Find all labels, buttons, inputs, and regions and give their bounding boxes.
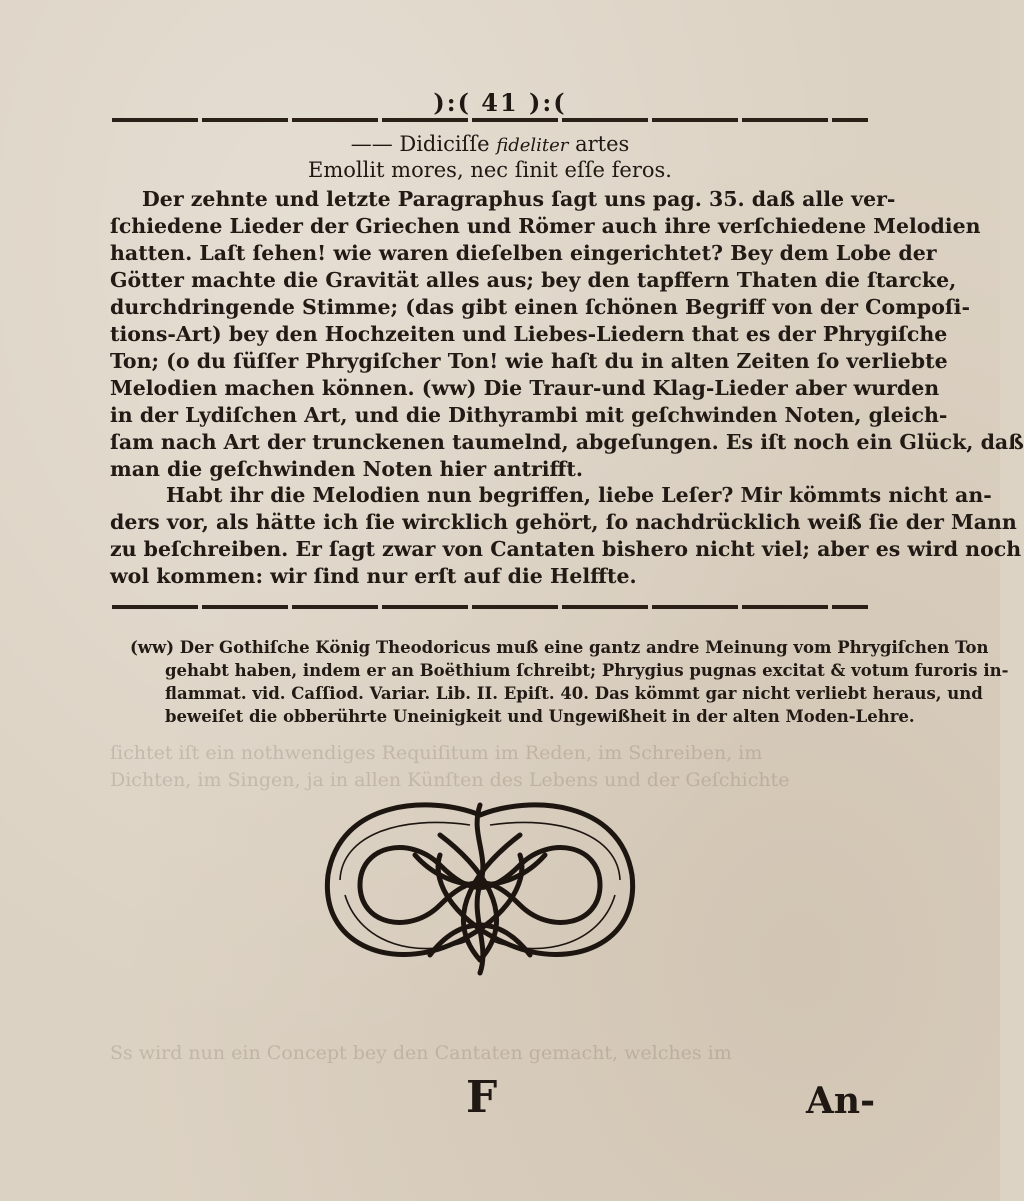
bleed-through-text: Dichten, im Singen, ja in allen Künſten des Lebens und der Geſchichte [110, 769, 790, 791]
catchword: An- [806, 1080, 876, 1122]
signature-mark: F [466, 1072, 498, 1123]
top-rule [112, 118, 868, 122]
page-header: ):( 41 ):( [433, 88, 567, 117]
footnote-rule [112, 605, 868, 609]
paragraph-1: Der zehnte und letzte Paragraphus ſagt uns pag. 35. daß alle ver- ſchiedene Lieder der Griechen und Römer auch ihre verſchiedene Melodien hatten. Laſt ſehen! wie waren dieſelben eingerichtet? Bey dem Lobe der Götter machte die Gravität alles aus; bey den tapffern Thaten die ſtarcke, durchdringende Stimme; (das gibt einen ſchönen Begriff von der Compoſi- tions-Art) bey den Hochzeiten und Liebes-Liedern that es der Phrygiſche Ton; (o du ſüſſer Phrygiſcher Ton! wie haſt du in alten Zeiten ſo verliebte Melodien machen können. (ww) Die Traur-und Klag-Lieder aber wurden in der Lydiſchen Art, und die Dithyrambi mit geſchwinden Noten, gleich- ſam nach Art der trunckenen taumelnd, abgeſungen. Es iſt noch ein Glück, daß man die geſchwinden Noten hier antrifft. [110, 187, 1024, 481]
motto-line-1: —— Didiciſſe fideliter artes [350, 132, 630, 156]
footnote: (ww) Der Gothiſche König Theodoricus muß eine gantz andre Meinung vom Phrygiſchen Ton gehabt haben, indem er an Boëthium ſchreibt; Phrygius pugnas excitat & votum furoris in- flammat. vid. Caſſiod. Variar. Lib. II. Epiſt. 40. Das kömmt gar nicht verliebt heraus, und beweiſet die obberührte Uneinigkeit und Ungewißheit in der alten Moden-Lehre. [130, 638, 1009, 726]
bleed-through-text: Ss wird nun ein Concept bey den Cantaten gemacht, welches im [110, 1042, 732, 1064]
knotwork-ornament-icon [320, 795, 640, 980]
bleed-through-text: ſichtet iſt ein nothwendiges Requiſitum im Reden, im Schreiben, im [110, 742, 763, 764]
motto-line-2: Emollit mores, nec ſinit eſſe feros. [308, 158, 672, 182]
paragraph-2: Habt ihr die Melodien nun begriffen, liebe Leſer? Mir kömmts nicht an- ders vor, als hätte ich ſie wircklich gehört, ſo nachdrücklich weiß ſie der Mann zu beſchreiben. Er ſagt zwar von Cantaten bishero nicht viel; aber es wird noch wol kommen: wir ſind nur erſt auf die Helffte. [110, 483, 1022, 588]
